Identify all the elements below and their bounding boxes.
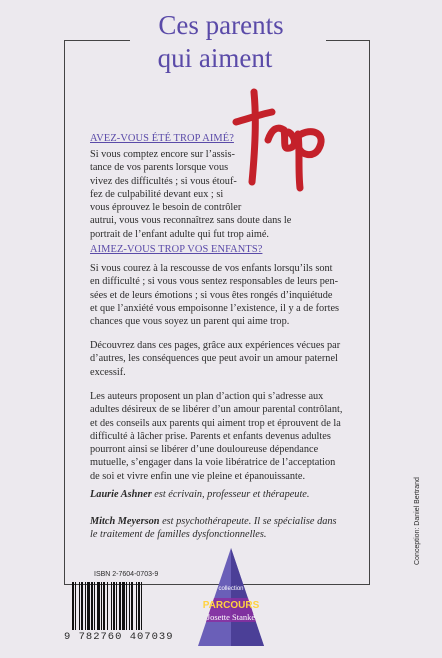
barcode-bar [129,582,130,630]
barcode-bar [72,582,74,630]
barcode-number: 9 782760 407039 [64,631,174,643]
barcode-bar [91,582,93,630]
barcode-bar [131,582,133,630]
barcode-bar [101,582,102,630]
section1-line: autrui, vous vous reconnaîtrez sans doute dans le [90,215,292,227]
paragraph-line: adultes désireux de se libérer d’un amour parental contrôlant, [90,404,343,416]
barcode-bar [107,582,108,630]
paragraph-line: difficulté à lâcher prise. Parents et enfants devenus adultes [90,430,331,442]
section1-line: portrait de l’enfant adulte qui fut trop aimé. [90,228,269,240]
author-bio: est psychothérapeute. Il se spécialise dans [159,516,337,527]
barcode-bar [81,582,83,630]
author-bio: est écrivain, professeur et thérapeute. [151,489,310,500]
paragraph-line: Découvrez dans ces pages, grâce aux expériences vécues par [90,340,341,351]
section2-text [90,262,352,328]
paragraph-line: d’autres, les conséquences que peut avoir un amour paternel [90,353,338,365]
section1-line: tance de vos parents lorsque vous [90,162,229,174]
section2-heading: AIMEZ-VOUS TROP VOS ENFANTS? [90,244,263,255]
barcode-bar [141,582,142,630]
barcode-bar [138,582,140,630]
section1-line: vivez des difficultés ; si vous étouf- [90,175,237,187]
section1-line: Si vous comptez encore sur l’assis- [90,149,235,160]
barcode-bar [136,582,137,630]
barcode-bar [122,582,125,630]
section1-line: fez de culpabilité devant eux ; si [90,188,224,200]
section2-line: chances que vous soyez un parent qui aime trop. [90,316,290,328]
design-credit: Conception: Daniel Bertrand [414,477,421,565]
barcode [70,582,182,630]
author-bio-meyerson [90,515,337,542]
author-name: Laurie Ashner [90,489,152,500]
publisher-logo [196,546,266,650]
section2-line: et que l’anxiété vous empoisonne l’existence, il y a de fortes [90,302,340,314]
paragraph-discover [90,339,352,379]
logo-collection: collection [218,586,244,592]
barcode-bar [94,582,95,630]
barcode-bar [113,582,115,630]
barcode-bar [119,582,121,630]
barcode-bar [97,582,100,630]
paragraph-line: et des conseils aux parents qui aiment trop et éprouvent de la [90,417,341,429]
barcode-bar [85,582,86,630]
barcode-bar [87,582,90,630]
barcode-bar [103,582,105,630]
paragraph-line: mutuelle, s’engager dans la voie libératrice de l’acceptation [90,457,336,469]
paragraph-line: pourront ainsi se libérer d’une douloureuse dépendance [90,444,319,456]
section2-line: en difficulté ; si vous vous sentez responsables de leurs pen- [90,276,339,288]
logo-publisher: Josette Stanké [206,612,256,622]
isbn-label: ISBN 2-7604-0703-9 [94,571,159,578]
barcode-bar [116,582,117,630]
barcode-bar [111,582,112,630]
section2-line: Si vous courez à la rescousse de vos enfants lorsqu’ils sont [90,263,333,274]
title-line-1: Ces parents [158,10,284,40]
section1-text [90,148,354,241]
logo-series: PARCOURS [202,600,260,611]
paragraph-authors-plan [90,390,352,483]
paragraph-line: excessif. [90,366,126,378]
author-bio: le traitement de familles dysfonctionnelles. [90,529,267,541]
barcode-bar [126,582,127,630]
paragraph-line: de soi et vivre enfin une vie pleine et épanouissante. [90,470,306,482]
author-bio-ashner [90,488,309,501]
title-line-2: qui aiment [157,43,273,73]
author-name: Mitch Meyerson [90,516,160,527]
paragraph-line: Les auteurs proposent un plan d’action qui s’adresse aux [90,391,324,402]
section2-line: sées et de leurs émotions ; si vous êtes rongés d’inquiétude [90,289,333,301]
barcode-bar [79,582,80,630]
barcode-bar [75,582,76,630]
section1-line: vous éprouvez le besoin de contrôler [90,202,242,214]
section1-heading: AVEZ-VOUS ÉTÉ TROP AIMÉ? [90,133,234,144]
